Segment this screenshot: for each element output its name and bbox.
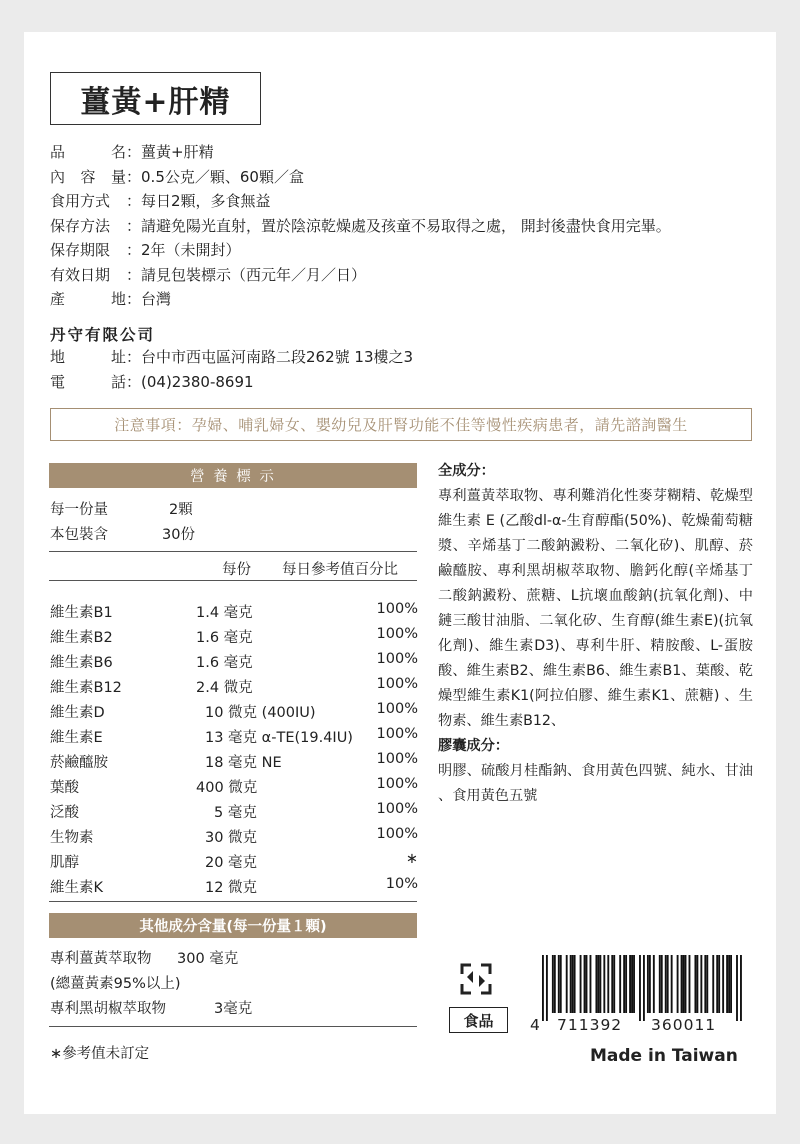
barcode-bar xyxy=(595,955,597,1013)
info-label: 產 地 xyxy=(50,290,126,308)
barcode-bar xyxy=(546,955,548,1021)
nutrient-amount: 2.4 微克 xyxy=(196,680,253,696)
barcode-bar xyxy=(584,955,586,1013)
barcode-bar xyxy=(740,955,742,1021)
other-ingredients-header: 其他成分含量(每一份量１顆) xyxy=(49,913,417,938)
nutrient-percent: 100% xyxy=(376,776,418,792)
info-row: 內 容 量 ： 0.5公克／顆、60顆／盒 xyxy=(50,165,671,190)
barcode-bar xyxy=(629,955,631,1013)
other-line3-amount: 3毫克 xyxy=(214,1001,253,1017)
barcode-bar xyxy=(560,955,562,1013)
nutrient-name: 維生素D xyxy=(50,705,105,721)
barcode-bar xyxy=(730,955,732,1013)
barcode-bar xyxy=(659,955,661,1013)
nutrient-percent: 100% xyxy=(376,801,418,817)
barcode-bar xyxy=(552,955,554,1013)
nutrient-percent: 100% xyxy=(376,651,418,667)
nutrient-name: 泛酸 xyxy=(50,805,79,821)
nutrient-amount: 30 微克 xyxy=(205,830,258,846)
barcode-bar xyxy=(625,955,627,1013)
nutrient-name: 生物素 xyxy=(50,830,94,846)
barcode-bar xyxy=(574,955,576,1013)
recycle-category-label: 食品 xyxy=(449,1007,508,1033)
info-label: 保存方法 xyxy=(50,216,111,235)
ingredients-heading: 全成分： xyxy=(438,463,495,479)
col-daily-value: 每日參考值百分比 xyxy=(282,562,398,578)
nutrient-percent: 100% xyxy=(376,726,418,742)
nutrient-percent: 100% xyxy=(376,601,418,617)
label-card xyxy=(24,32,776,1114)
barcode-bar xyxy=(685,955,687,1013)
phone-label: 電 話 xyxy=(50,372,126,391)
footnote: ∗參考值未訂定 xyxy=(50,1046,150,1062)
product-title: 薑黃+肝精 xyxy=(50,72,261,125)
info-value: 2年（未開封） xyxy=(141,241,241,259)
nutrient-amount: 400 微克 xyxy=(196,780,258,796)
nutrient-percent: 100% xyxy=(376,826,418,842)
info-label: 食用方式 xyxy=(50,192,111,210)
nutrient-name: 維生素B1 xyxy=(50,605,113,621)
barcode-bar xyxy=(649,955,651,1013)
product-info xyxy=(50,140,671,312)
address-value: 台中市西屯區河南路二段262號 13樓之3 xyxy=(141,348,414,366)
divider xyxy=(49,580,417,581)
nutrient-name: 維生素E xyxy=(50,730,103,746)
barcode-bar xyxy=(722,955,724,1013)
company-contact xyxy=(50,345,413,394)
info-value: 台灣 xyxy=(141,290,172,308)
ingredients-section xyxy=(438,459,753,809)
barcode-bar xyxy=(736,955,738,1021)
info-value: 請避免陽光直射，置於陰涼乾燥處及孩童不易取得之處， 開封後盡快食用完畢。 xyxy=(141,216,671,235)
barcode-bar xyxy=(704,955,706,1013)
other-line1-name: 專利薑黃萃取物 xyxy=(50,951,152,967)
nutrient-amount: 1.4 毫克 xyxy=(196,605,253,621)
barcode-bar xyxy=(613,955,615,1013)
nutrition-header: 營 養 標 示 xyxy=(49,463,417,488)
nutrient-amount: 12 微克 xyxy=(205,880,258,896)
nutrient-name: 葉酸 xyxy=(50,780,79,796)
ingredients-text: 專利薑黃萃取物、專利難消化性麥芽糊精、乾燥型維生素 E (乙酸dl-α-生育醇酯(50%)、乾燥葡萄糖漿、辛烯基丁二酸鈉澱粉、二氧化矽)、肌醇、菸鹼醯胺、專利黑胡椒萃取物、膽鈣化醇(辛烯基丁二酸鈉澱粉、蔗糖、L抗壞血酸鈉(抗氧化劑)、中鏈三酸甘油脂、二氧化矽、生育醇(維生素E)(抗氧化劑)、維生素D3)、專利牛肝、精胺酸、L-蛋胺酸、維生素B2、維生素B6、維生素B1、葉酸、乾燥型維生素K1(阿拉伯膠、維生素K1、蔗糖) 、生物素、維生素B12、 xyxy=(438,488,753,729)
info-value: 每日2顆，多食無益 xyxy=(141,192,271,210)
recycle-icon xyxy=(458,961,494,997)
barcode-bar xyxy=(706,955,708,1013)
address-label: 地 址 xyxy=(50,348,126,366)
barcode xyxy=(542,955,742,1021)
barcode-bar xyxy=(647,955,649,1013)
barcode-digit-first: 4 xyxy=(530,1016,540,1034)
nutrient-amount: 10 微克 (400IU) xyxy=(205,705,316,721)
info-value: 請見包裝標示（西元年／月／日） xyxy=(141,265,367,284)
barcode-bar xyxy=(607,955,609,1013)
barcode-bar xyxy=(667,955,669,1013)
serving-label: 每一份量 xyxy=(50,502,108,518)
barcode-bar xyxy=(619,955,621,1013)
barcode-bar xyxy=(712,955,714,1013)
barcode-bar xyxy=(643,955,645,1021)
barcode-bar xyxy=(572,955,574,1013)
nutrient-amount: 13 毫克 α-TE(19.4IU) xyxy=(205,730,353,746)
barcode-bar xyxy=(590,955,592,1013)
nutrient-name: 維生素K xyxy=(50,880,104,896)
nutrient-amount: 20 毫克 xyxy=(205,855,258,871)
info-value: 薑黃+肝精 xyxy=(141,143,214,161)
serving-value: 2顆 xyxy=(169,502,193,518)
nutrient-percent: 100% xyxy=(376,701,418,717)
info-row: 保存方法 ： 請避免陽光直射，置於陰涼乾燥處及孩童不易取得之處， 開封後盡快食用完畢。 xyxy=(50,214,671,239)
package-value: 30份 xyxy=(162,527,195,543)
barcode-bar xyxy=(689,955,691,1013)
barcode-bar xyxy=(653,955,655,1013)
barcode-bar xyxy=(694,955,696,1013)
nutrient-percent: ∗ xyxy=(405,851,418,867)
other-line3-name: 專利黑胡椒萃取物 xyxy=(50,1001,166,1017)
nutrient-percent: 100% xyxy=(376,676,418,692)
barcode-bar xyxy=(716,955,718,1013)
nutrient-amount: 18 毫克 NE xyxy=(205,755,282,771)
nutrient-percent: 100% xyxy=(376,751,418,767)
barcode-bar xyxy=(570,955,572,1013)
nutrient-amount: 1.6 毫克 xyxy=(196,630,253,646)
nutrient-amount: 1.6 毫克 xyxy=(196,655,253,671)
barcode-bar xyxy=(718,955,720,1013)
package-label: 本包裝含 xyxy=(50,527,108,543)
info-row: 產 地 ： 台灣 xyxy=(50,287,671,312)
barcode-bar xyxy=(671,955,673,1013)
barcode-bar xyxy=(661,955,663,1013)
barcode-bar xyxy=(597,955,599,1013)
barcode-bar xyxy=(554,955,556,1013)
nutrient-percent: 100% xyxy=(376,626,418,642)
info-row: 有效日期 ： 請見包裝標示（西元年／月／日） xyxy=(50,263,671,288)
barcode-bar xyxy=(681,955,683,1013)
divider xyxy=(49,1026,417,1027)
barcode-bar xyxy=(700,955,702,1013)
barcode-bar xyxy=(639,955,641,1021)
barcode-bar xyxy=(566,955,568,1013)
barcode-bar xyxy=(558,955,560,1013)
nutrient-name: 菸鹼醯胺 xyxy=(50,755,108,771)
info-label: 品 名 xyxy=(50,143,126,161)
info-label: 內 容 量 xyxy=(50,167,126,186)
barcode-bar xyxy=(665,955,667,1013)
barcode-bar xyxy=(599,955,601,1013)
barcode-bar xyxy=(603,955,605,1013)
info-row: 保存期限 ： 2年（未開封） xyxy=(50,238,671,263)
nutrient-percent: 10% xyxy=(385,876,418,892)
barcode-bar xyxy=(633,955,635,1013)
barcode-bar xyxy=(542,955,544,1021)
barcode-digits-right: 360011 xyxy=(651,1016,717,1034)
made-in: Made in Taiwan xyxy=(590,1046,738,1066)
phone-value: (04)2380-8691 xyxy=(141,372,254,391)
nutrient-name: 維生素B12 xyxy=(50,680,122,696)
info-label: 有效日期 xyxy=(50,265,111,284)
barcode-bar xyxy=(677,955,679,1013)
phone-row: 電 話 ： (04)2380-8691 xyxy=(50,370,413,395)
barcode-bar xyxy=(696,955,698,1013)
barcode-bar xyxy=(631,955,633,1013)
divider xyxy=(49,901,417,902)
info-label: 保存期限 xyxy=(50,241,111,259)
notice-box: 注意事項：孕婦、哺乳婦女、嬰幼兒及肝腎功能不佳等慢性疾病患者，請先諮詢醫生 xyxy=(50,408,752,441)
barcode-bar xyxy=(683,955,685,1013)
capsule-text: 明膠、硫酸月桂酯鈉、食用黃色四號、純水、甘油 、食用黃色五號 xyxy=(438,763,753,804)
nutrient-name: 肌醇 xyxy=(50,855,79,871)
capsule-heading: 膠囊成分： xyxy=(438,738,509,754)
barcode-bar xyxy=(611,955,613,1013)
barcode-bar xyxy=(726,955,728,1013)
divider xyxy=(49,551,417,552)
nutrient-amount: 5 毫克 xyxy=(214,805,257,821)
info-row: 食用方式 ： 每日2顆，多食無益 xyxy=(50,189,671,214)
address-row: 地 址 ： 台中市西屯區河南路二段262號 13樓之3 xyxy=(50,345,413,370)
col-per-serving: 每份 xyxy=(222,562,251,578)
barcode-bar xyxy=(623,955,625,1013)
barcode-digits-left: 711392 xyxy=(557,1016,623,1034)
barcode-bar xyxy=(728,955,730,1013)
company-name: 丹守有限公司 xyxy=(50,326,156,344)
info-row: 品 名 ： 薑黃+肝精 xyxy=(50,140,671,165)
nutrient-name: 維生素B6 xyxy=(50,655,113,671)
nutrient-name: 維生素B2 xyxy=(50,630,113,646)
other-line1-amount: 300 毫克 xyxy=(177,951,239,967)
barcode-bar xyxy=(586,955,588,1013)
barcode-bar xyxy=(580,955,582,1013)
info-value: 0.5公克／顆、60顆／盒 xyxy=(141,167,304,186)
other-line2: (總薑黃素95%以上) xyxy=(50,976,181,992)
